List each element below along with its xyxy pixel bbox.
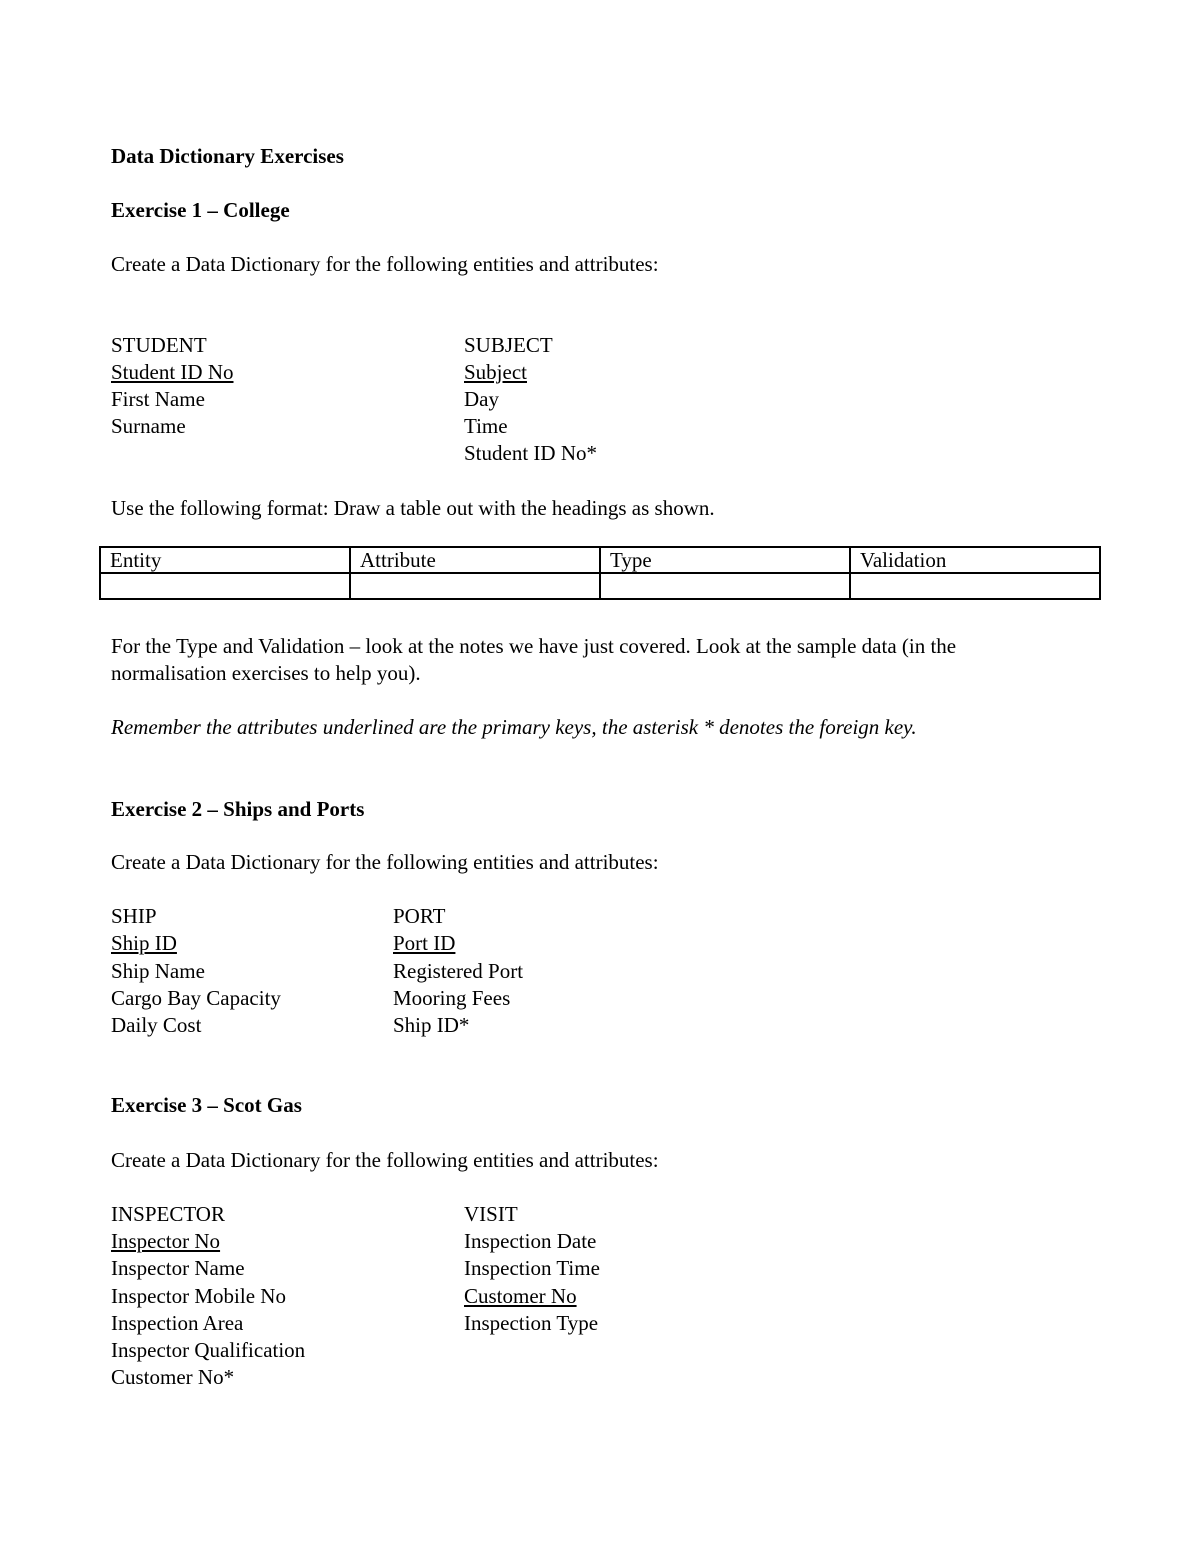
data-dictionary-table xyxy=(99,546,1101,600)
entity-name-ship: SHIP xyxy=(111,904,157,928)
exercise-2-heading: Exercise 2 – Ships and Ports xyxy=(111,797,365,821)
empty-cell xyxy=(850,573,1100,599)
foreign-key-attribute: Student ID No* xyxy=(464,441,597,465)
attribute: Cargo Bay Capacity xyxy=(111,986,281,1010)
attribute: Surname xyxy=(111,414,186,438)
exercise-3-instruction: Create a Data Dictionary for the following entities and attributes: xyxy=(111,1148,659,1172)
attribute: Inspector Name xyxy=(111,1256,245,1280)
attribute: Inspector Mobile No xyxy=(111,1284,286,1308)
attribute: Time xyxy=(464,414,508,438)
primary-key-attribute: Student ID No xyxy=(111,360,234,384)
entity-name-subject: SUBJECT xyxy=(464,333,553,357)
foreign-key-attribute: Ship ID* xyxy=(393,1013,470,1037)
empty-cell xyxy=(100,573,350,599)
exercise-1-heading: Exercise 1 – College xyxy=(111,198,290,222)
exercise-3-heading: Exercise 3 – Scot Gas xyxy=(111,1093,302,1117)
attribute: Ship Name xyxy=(111,959,205,983)
format-instruction: Use the following format: Draw a table out with the headings as shown. xyxy=(111,496,715,520)
attribute: Daily Cost xyxy=(111,1013,202,1037)
attribute: Day xyxy=(464,387,499,411)
attribute: Inspection Type xyxy=(464,1311,599,1335)
attribute: First Name xyxy=(111,387,205,411)
attribute: Registered Port xyxy=(393,959,524,983)
table-header-cell: Type xyxy=(600,547,850,573)
document-title: Data Dictionary Exercises xyxy=(111,144,344,168)
reminder-note: Remember the attributes underlined are the primary keys, the asterisk * denotes the foreign key. xyxy=(111,715,917,739)
exercise-1-instruction: Create a Data Dictionary for the following entities and attributes: xyxy=(111,252,659,276)
attribute: Inspection Time xyxy=(464,1256,600,1280)
table-header-row xyxy=(100,547,1100,573)
notes-paragraph-line: For the Type and Validation – look at the notes we have just covered. Look at the sample data (in the xyxy=(111,634,957,658)
primary-key-attribute: Customer No xyxy=(464,1284,577,1308)
empty-cell xyxy=(600,573,850,599)
table-header-cell: Validation xyxy=(850,547,1100,573)
entity-name-inspector: INSPECTOR xyxy=(111,1202,225,1226)
foreign-key-attribute: Customer No* xyxy=(111,1365,235,1389)
attribute: Mooring Fees xyxy=(393,986,511,1010)
notes-paragraph-line: normalisation exercises to help you). xyxy=(111,661,421,685)
attribute: Inspection Date xyxy=(464,1229,597,1253)
entity-name-port: PORT xyxy=(393,904,446,928)
table-header-cell: Attribute xyxy=(350,547,600,573)
attribute: Inspection Area xyxy=(111,1311,244,1335)
primary-key-attribute: Inspector No xyxy=(111,1229,221,1253)
table-header-cell: Entity xyxy=(100,547,350,573)
primary-key-attribute: Ship ID xyxy=(111,931,177,955)
table-row xyxy=(100,573,1100,599)
entity-name-visit: VISIT xyxy=(464,1202,518,1226)
primary-key-attribute: Subject xyxy=(464,360,527,384)
attribute: Inspector Qualification xyxy=(111,1338,306,1362)
primary-key-attribute: Port ID xyxy=(393,931,456,955)
exercise-2-instruction: Create a Data Dictionary for the following entities and attributes: xyxy=(111,850,659,874)
entity-name-student: STUDENT xyxy=(111,333,207,357)
empty-cell xyxy=(350,573,600,599)
